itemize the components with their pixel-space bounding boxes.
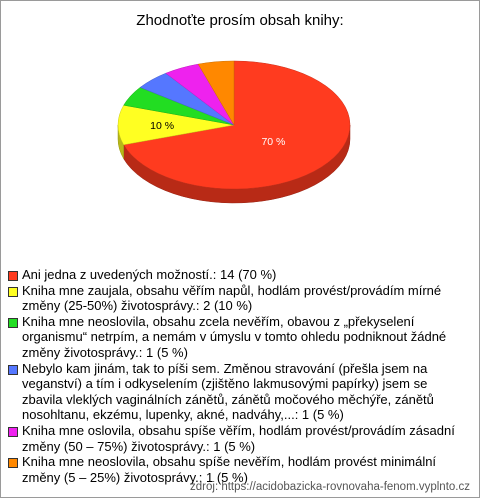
pie-chart — [1, 1, 479, 261]
pie-data-label-0: 70 % — [261, 135, 286, 148]
legend — [8, 267, 470, 485]
legend-label-0: Ani jedna z uvedených možností.: 14 (70 %) — [22, 267, 277, 282]
legend-item-3 — [8, 361, 470, 423]
legend-swatch-4 — [8, 427, 18, 437]
legend-item-4 — [8, 423, 470, 454]
legend-label-3: Nebylo kam jinám, tak to píši sem. Změnou stravování (přešla jsem na veganství) a tím i odkyselením (zjištěno lakmusovými papírky) jsem se zbavila vleklých vaginálních zánětů, zánětů močového měchýře, zánětů nosohltanu, ekzému, lupenky, akné, nadváhy,...: 1 (5 %) — [22, 360, 434, 423]
legend-label-4: Kniha mne oslovila, obsahu spíše věřím, hodlám provést/provádím zásadní změny (50 – 75%) životosprávy.: 1 (5 %) — [22, 422, 455, 454]
legend-label-5: Kniha mne neoslovila, obsahu spíše nevěřím, hodlám provést minimální změny (5 – 25%) životosprávy.: 1 (5 %) — [22, 454, 437, 485]
legend-swatch-2 — [8, 318, 18, 328]
legend-item-0 — [8, 267, 470, 283]
legend-swatch-5 — [8, 458, 18, 468]
source-note: zdroj: https://acidobazicka-rovnovaha-fenom.vyplnto.cz — [190, 481, 470, 493]
legend-label-1: Kniha mne zaujala, obsahu věřím napůl, hodlám provést/provádím mírné změny (25-50%) životosprávy.: 2 (10 %) — [22, 282, 442, 314]
legend-swatch-1 — [8, 287, 18, 297]
legend-item-2 — [8, 314, 470, 361]
legend-label-2: Kniha mne neoslovila, obsahu zcela nevěřím, obavou z „překyselení organismu“ netrpím, a nemám v úmyslu v tomto ohledu podniknout žádné změny životosprávy.: 1 (5 %) — [22, 313, 447, 360]
legend-item-1 — [8, 283, 470, 314]
pie-data-label-1: 10 % — [150, 120, 175, 132]
chart-title: Zhodnoťte prosím obsah knihy: — [136, 12, 344, 29]
legend-swatch-0 — [8, 271, 18, 281]
legend-swatch-3 — [8, 365, 18, 375]
